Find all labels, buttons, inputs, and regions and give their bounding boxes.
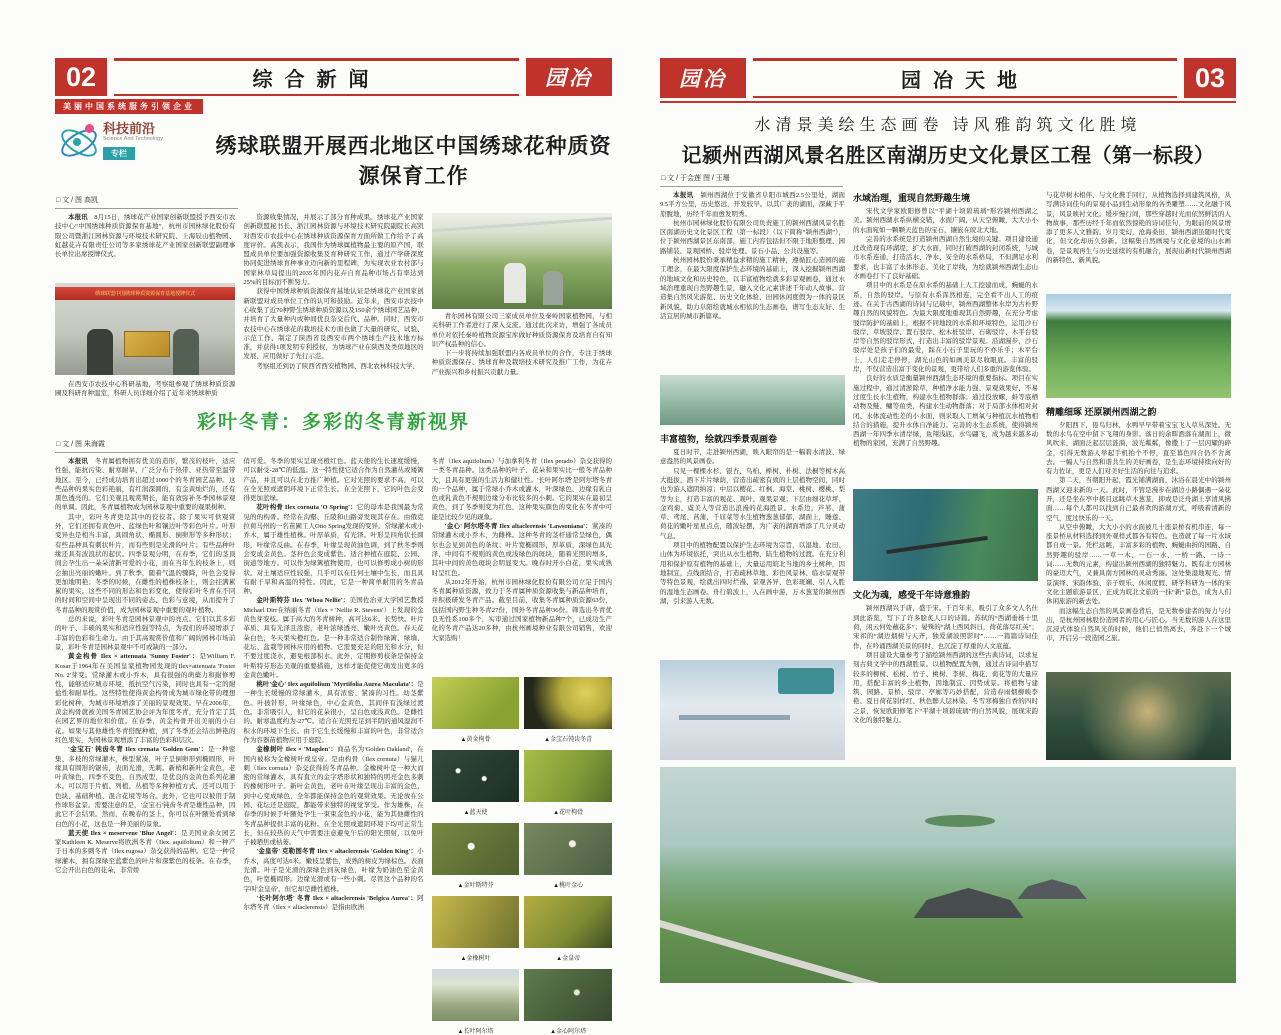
photo-lotus-lake xyxy=(1046,294,1231,398)
feature-byline: □ 文 / 于会莲 图 / 王珊 xyxy=(660,168,843,187)
paragraph: 良好的水质是衡量颍州西湖生态环境的重要指标。项目在实施过程中，通过清淤除草，种植净水能力强、景观效果好、不易过度生长水生植物，构建水生植物群落；通过投放螺、蚌等底栖动物及鲢、鳙等鱼类，构建水生动物群落；对于局部水体相对封闭、水体流动性差的小水面，则采取人工增氧与种植沉水植物相结合的措施，提升水体自净能力。完善的水生态系统，使得颍州西湖一年四季水清岸绿，鱼翔浅底，水鸟翩飞，成为越来越多动植物的家园，充满了自然野趣。 xyxy=(853,375,1038,448)
body-column xyxy=(243,457,423,1035)
paragraph: 考察组还到访了陕西省西安植物园、西北农林科技大学、 xyxy=(256,362,419,370)
paragraph: 夕阳西下，倦鸟归林，水鸭早早带着宝宝飞入草丛深处。无数的水鸟在空中留下飞翔的身影。落日的余晖洒落在湖面上，微风吹来，湖面泛起层层涟漪，波光粼粼，像撒上了一层闪耀的碎金，引得无数游人举起手机拍个不停，直至暮色四合仍不舍离去。一幅人与自然和谐共生的美好画卷，是生态环境持续向好的有力佐证，更是人们对美好生活的向往与追求。 xyxy=(1046,421,1231,476)
body-column xyxy=(55,457,235,1035)
article2-title: 彩叶冬青：多彩的冬青新视界 xyxy=(196,412,470,433)
section-title: 园冶天地 xyxy=(753,58,1177,98)
photo-awarding-ceremony xyxy=(55,283,235,375)
page-number-badge: 02 xyxy=(55,58,107,96)
text-block xyxy=(243,213,423,398)
slogan-banner: 美丽中国系统服务引领企业 xyxy=(55,99,203,114)
paragraph: 下一步将持续加强联盟内各成员单位的合作，专注于绣球种质资源保存、绣球育种及栽培技术研究及推广工作，为花卉产业振兴和乡村振兴贡献力量。 xyxy=(431,350,612,376)
paragraph: 只见一棵棵水杉、银杏、乌桕、榉树、朴树、法桐等树木高大挺拔，洒下片片绿荫，营造出疏密有致的上层植物空间，同时也为游人遮阴纳凉；中层以樱花、红枫、海棠、桃树、樱桃、梨等为主，打造丰富的观花、观叶、观果景观；下层由细花草坪、金鸡菊、虞美人等营造出浪漫的花海胜景。水系边，芦苇、蒲草、鸢尾、菖蒲、千屈菜等水生植物葱葱郁郁，湖面上，睡莲、荷花的嫩叶星星点点，随波轻摆，为广袤的湖面增添了几分灵动气息。 xyxy=(660,467,845,540)
text-block xyxy=(1046,191,1231,291)
paragraph: 冬青（Ilex aquifolium）与加拿利冬青（Ilex perado）杂交获得的一类冬青品种。这类品种的叶子、花朵和果实比一般冬青品种大，且具有更强的生活力和健壮性。'长叶阿尔塔'是阿尔塔冬青的一个品种，属于常绿小乔木或灌木，叶深绿色，边缘有乳白色或乳黄色不规则边缘分布比较多的小刺。它的果实在最初呈黄色，到了冬季则变为红色，这种果实颜色的变化在冬青中可能是比较少见的现象。 xyxy=(431,458,612,521)
photo-snow-marina xyxy=(660,660,845,760)
masthead-logo: 园冶 xyxy=(526,58,612,96)
paragraph: 黄金构骨 Ilex × attenuata 'Sunny Foster'：是William F. Kosar于1964年在美国皇家植物园发现的Ilex×attenuata 'Foster No. 2'芽变。常绿灌木或小乔木，具有很强的萌蘖力和耐修剪性，能够适应城市环境，抵抗空气污染，同时也具有一定的耐盐性和耐旱性。这些特性使得黄金构骨成为城市绿化带的理想彩化树种，为城市环境增添了美丽的景观效果。早在2006年，黄金构骨就被美国冬青园艺协会评为年度冬青，充分肯定了其在园艺界的地位和价值。在春季，黄金构骨开出美丽的小白花。如果与其他雄性冬青搭配种植，到了冬季还会结出鲜艳的红色果实，为园林景观增添了丰富的色彩和层次。 xyxy=(55,653,236,744)
gallery-item xyxy=(524,674,612,743)
paragraph: 项目中的水系是在原水系的基础上人工挖建而成，蜿蜒的水系，自然的驳岸。与原有水系浑然相连，完全看不出人工的痕迹。在关于古西湖的诗词与记载中，颍州西湖整体水岸为古朴野趣自然的风貌特色。为最大限度地重现其自然野趣，在充分考虑驳岸防护的基础上，根据不同地段的水系和环境特色，运用沙石驳岸、草坡驳岸、置石驳岸、松木桩驳岸、石砌驳岸、木平台驳岸等自然的驳岸形式，打造出丰富的驳岸景观。沿湖漫步，沙石驳岸处是孩子们的最爱，踩在小石子里玩的不亦乐乎；木平台上，人们走走停停，湖光山色的如画美景尽收眼底。丰富的驳岸，不仅营造出富于变化的景观，更带给人们多重的游览体验。 xyxy=(853,282,1038,374)
paragraph: 颍州西湖兴于唐，盛于宋。千百年来，吸引了众多文人名仕到此游览，写下了许多脍炙人口的诗篇。苏轼的“西湖垂杨十里荷，闲云何处蘸花多”；晏殊的“湖上西风斜日，荷花落尽红英”；宋祁的“湖边烟树与天齐，独爱湖波照影时”……一篇篇诗词佳作，在吟诵西湖美景的同时，也沉淀了厚重的人文底蕴。 xyxy=(853,605,1038,650)
gallery-item xyxy=(432,966,520,1035)
gallery-photo xyxy=(524,677,612,729)
photo-caption: 在西安市农技中心科研基地，考察组参观了绣球种质资源圃及科研育种温室，科研人员详细介绍了近年来绣球种质 xyxy=(55,381,236,397)
column-logo xyxy=(55,118,215,190)
gallery-caption: ▲蓝天使 xyxy=(463,810,488,816)
article1-columns xyxy=(55,213,612,398)
paragraph: 蓝天使 Ilex × meservene 'Blue Angel'：是美国业余女园艺家Kathleen K. Meserve将欧洲冬青（Ilex. aquifolium）和一种产于日本的多刺冬青（Ilex rugosa）杂交获得的品种。它是一种常绿灌木，拥有深绿至蓝紫色的叶片和深紫色的枝条。在春季，它会开出白色的花朵，非常娇 xyxy=(55,829,236,875)
paragraph: 项目建设大量参考了描绘颍州西湖的这些古典诗词，以求复刻古典文学中的西湖胜景。以植物配置为例，通过古诗词中描写较多的柳树、松树、竹子、桃树、李树、梅花、荷花等的大量应用，搭配丰富的乡土植物，因地制宜、因势成景。将植物与建筑、园路、景桥、驳岸、亭廊等巧妙搭配，营造春雨烟柳映李艳、夏日荷花别样红、秋色醉人层林染、冬雪寒梅独自香的四时之景，恢复欧阳修笔下“平湖十顷碧琉璃”的自然风貌，展现宋韵文化的独特魅力。 xyxy=(853,651,1038,724)
body-column xyxy=(1046,191,1231,763)
gallery-caption: ▲黄金枸骨 xyxy=(460,737,491,743)
photo-pavilion-dusk xyxy=(1046,672,1231,760)
body-column xyxy=(660,191,845,763)
column-badge: 专栏 xyxy=(103,147,135,160)
masthead-logo: 园冶 xyxy=(660,58,746,98)
paragraph: 本报讯 冬青属植物拥有优美的造形，繁茂的枝叶，适应性强、能抗污染、耐寒耐旱，广泛分布于热带、亚热带至温带地区。至今，已经成功培育出超过1000个的冬青园艺品种。这些品种的果实色彩艳丽，有红润深圆的，有金黄灿烂的，还有黑色透亮的。它们美观且观赏期长，能有效弥补冬季园林景观的单调。因此，冬青属植物成为园林景观中重要的观果树种。 xyxy=(55,458,236,512)
body-column xyxy=(55,213,235,398)
paragraph: 杭州园林股份秉承精益求精的施工精神，遵循匠心造园的施工理念，在最大限度保护生态环境的基础上，深入挖掘颍州西湖的地域文化和历史特色，以丰富植物绘就多彩景观画卷，通过水域治理重现自然野趣生景，融入文化元素讲述千年动人故事。营造集自然风光游览、历史文化体验、田园休闲度假为一体的景区新风貌，助力阜阳绘就城水相依的生态画卷，谱写生态友好、生活宜居的城市新篇章。 xyxy=(660,257,845,320)
paragraph: 宋代文学家欧阳修曾以“平湖十顷碧琉璃”形容颍州西湖之美。颍州西湖水系纵横交错，水面广阔，从天空俯瞰，大大小小的水面宛如一颗颗天蓝色的宝石，镶嵌在皖北大地。 xyxy=(853,208,1038,234)
gallery-caption: ▲金心阿尔塔 xyxy=(550,1029,587,1035)
photo-park-aerial-wide xyxy=(660,767,1236,983)
text-block xyxy=(853,207,1038,486)
paragraph: 桃叶'金心' Ilex aquifolium 'Myrtifolia Aurea Maculata'：是一种生长缓慢的常绿灌木，具有浓密、紧凑的习性。幼茎紫色。叶披针形，叶缘绿色，中心金黄色，其间伴有浅绿过渡色。非常吸引人，但它的花朵很小，呈白色或浅黄色。是雌性的。耐寒温度约为-27℃。适合在光照充足到半阴的通风湿润不积水的环境下生长。由于它生长缓慢和丰富的叶色，非常适合作为容器苗植物应用于庭院。 xyxy=(243,681,424,744)
gallery-photo xyxy=(524,750,612,802)
paragraph: 与花草树木相伴、与文化携手同行，从植物选择到建筑风格，从写满诗词佳句的景观小品到生动形象的各类雕塑……文化融于风景，风景映衬文化。缓步慢行间，那些穿越时光而依然鲜活的人物故事，那些历经千年而依然惊艳的诗词佳句，为眼前的风景增添了更多人文雅韵。岁月变幻，沧海桑田，颍州西湖虽随时代变化，但文化却历久弥新。这幅集自然画境与文化意境的山水画卷，是景观再生与历史延续的有机融合，展现出新时代颍州西湖的新特色、新风貌。 xyxy=(1046,192,1231,265)
gallery-item xyxy=(432,747,520,816)
paragraph: '金皇帝' 克勒图冬青 Ilex × altaclerensis 'Golden King'：小乔木，高度可达6米。嫩枝呈紫色，成熟的树皮为绿棕色。表面光滑。叶子是光滑的深绿色到灰绿色，叶缘为奶油色至金黄色，叶宽椭圆形。边缘光滑或有一些小刺。尽管这个品种的名字叫'金皇帝'，但它却是雌性植株。 xyxy=(243,848,424,893)
paragraph: 本报讯 8月15日，绣球花产业国家创新联盟授予西安市农技中心“中国绣球种质资源保育基地”，杭州市园林绿化股份有限公司暨浙江园林资源与环境技术研究院、上海辰山植物园、虹越花卉有限责任公司等多家绣球花产业国家创新联盟副理事长单位出席授牌仪式。 xyxy=(55,214,236,259)
paragraph: 完善的水系统是打造颍州西湖自然生境的关键。项目建设通过改造现有环湖堤，扩大水面，同时打破西湖的封闭系统，与城市水系连通，打造活水、净水、安全的水系格局，不但满足水利要求，也丰富了水体形态、美化了岸线，为绘就颍州西湖生态山水画卷打下了良好基础。 xyxy=(853,235,1038,281)
paragraph: 花叶构骨 Ilex cornuta 'O Spring'：它的母本是我国最为常见的的构骨。经常在沟壑、丘陵和山路旁发现其存在。由俄克拉荷马州的一名苗圃工人Otto Spring发现的变异。常绿灌木或小乔木，属于雄性植株。叶厚革质，有光泽。叶形呈四角状长圆形，叶缘常反曲。在春季，叶缘呈现黄油色调，到了秋冬季则会变成金黄色。茎秆色会变成紫色。适合种植在庭院、公园、街道等地方。可以作为绿篱植物使用，也可以修剪成小树的形状。对土壤适应性较强，几乎可以在任何土壤中生长，而且具有耐干旱和高温的特性。因此，它是一种简单耐用的冬青品种。 xyxy=(243,504,424,596)
photo-banner-text: 绣球联盟中国绣球种质资源保育基地授牌仪式 xyxy=(55,287,235,300)
photo-greenhouse-visit xyxy=(432,213,612,309)
paragraph: 俏可爱。冬季的果实呈现亮橙红色。蓝天使的生长速度缓慢，可以耐受-28℃的低温。这一特性使它适合作为自然灌丛或矮篱产品，并且可以在北方推广种植。它对光照的要求不高，可以在全光照或遮阴环境下正常生长。在全光照下，它的叶色会变得更加蓝绿。 xyxy=(243,458,424,503)
gallery-caption: ▲花叶枸骨 xyxy=(553,810,584,816)
text-block xyxy=(243,457,423,1035)
gallery-item xyxy=(432,893,520,962)
column-logo-title: 科技前沿 xyxy=(103,121,156,136)
text-block xyxy=(660,448,845,657)
text-block xyxy=(55,457,235,1035)
left-page-header xyxy=(55,58,612,96)
gallery-item xyxy=(432,820,520,889)
article1-header xyxy=(55,118,612,190)
text-block xyxy=(1046,421,1231,669)
page-right xyxy=(660,58,1236,986)
gallery-photo xyxy=(524,823,612,875)
article1-title: 绣球联盟开展西北地区中国绣球花种质资源保育工作 xyxy=(215,135,612,188)
gallery-item xyxy=(432,674,520,743)
gallery-item xyxy=(524,893,612,962)
paragraph: 杭州市园林绿化股份有限公司负责施工的颍州西湖风景名胜区南湖历史文化景区工程（第一标段）（以下简称“颍州西湖”），位于颍州西湖景区东南部，施工内容包括但不限于地形整理、园路铺装、景观园桥、驳岸处理、景石小品、公共设施等。 xyxy=(660,219,845,255)
award-plaque xyxy=(124,331,170,357)
photo-lake-aerial xyxy=(660,375,845,425)
page-left xyxy=(55,58,612,1035)
paragraph: 从2012年开始，杭州市园林绿化股份有限公司立足于国内冬青属种质资源，致力于冬青属种质资源收集与新品种培育，并积极研发冬青产品。截至目前，收集冬青属种质资源63份，包括国内野生种冬青27份，国外冬青品种36份。筛选出冬青优良无性系100多个，实审通过国家植物新品种7个，已成功生产化的冬青产品达20多种，由杭州画境种业有限公司销售，欢迎大家选购！ xyxy=(431,578,612,642)
column-logo-subtitle: Science And Technology xyxy=(103,136,163,142)
text-block xyxy=(432,457,612,671)
section-subhead: 文化为魂，感受千年诗意雅韵 xyxy=(853,590,971,601)
section-subhead: 水域治理，重现自然野趣生境 xyxy=(853,193,971,203)
body-column xyxy=(432,213,612,398)
photo-boardwalk-lake xyxy=(853,489,1038,581)
gallery-item xyxy=(524,820,612,889)
paragraph: 从空中俯瞰，大大小小的水面被几十座景桥有机串连，每一座景桥从材料选择到外观样式都各有特色。也造就了每一片水域都自成一景。凭栏远眺，丰富多彩的植物、蜿蜒曲折的园路、自然野趣的驳岸……一草一木、一石一水、一桥一路、一诗一词……无数的元素，构建出颍州西湖的独特魅力。既有北方园林的豪迈大气，又兼具南方园林的灵动秀丽。这处集湿地观光、情景演绎、宋韵体验、亲子娱乐、休闲度假、研学科研为一体的宋文化主题旅游景区，正成为皖北文旅的一抹“新”景色，成为人们休闲旅游的新去处。 xyxy=(1046,523,1231,606)
plant-gallery xyxy=(432,674,612,1035)
gallery-caption: ▲长叶阿尔塔 xyxy=(457,1029,494,1035)
gallery-photo xyxy=(524,969,612,1021)
feature-columns xyxy=(660,191,1236,763)
section-subhead: 精雕细琢 还原颍州西湖之韵 xyxy=(1046,406,1157,417)
text-block xyxy=(55,213,235,280)
paragraph: 获得中国绣球种质资源保育基地认证是绣球花产业国家创新联盟对成员单位工作的认可和鼓励。近年来，西安市农技中心收集了近70种野生绣球种质资源以及150余个绣球园艺品种，并培育了大量种内或种间优良杂交后代、品种。同时，西安市农技中心在绣球花的栽培技术方面也做了大量的研究、试验、示范工作，制定了陕西省及西安市两个绣球生产技术地方标准，并获得1项发明专利授权，为绣球产业在陕西及类似地区的发展、应用做好了先行示范。 xyxy=(243,288,424,361)
kicker-title: 水清景美绘生态画卷 诗风雅韵筑文化胜境 xyxy=(754,117,1142,134)
paragraph: 青尔园林有限公司三家成员单位及秦岭国家植物园，与相关科研工作者进行了深入交流。通过此次来访，增强了各成员单位对依托秦岭植物资源宝库做好种质资源保育及培育自有知识产权品种的信心。 xyxy=(431,313,612,348)
gallery-caption: ▲金橡树叶 xyxy=(460,956,491,962)
article2-byline: □ 文 / 图 朱海霞 xyxy=(55,434,238,453)
body-column xyxy=(853,191,1038,763)
body-column xyxy=(432,457,612,1035)
paragraph: 金橡树叶 Ilex × 'Magden'：商品名为'Golden Oakland'，在国内被称为金橡树叶或皇帝。是由构骨（Ilex cornuta）与猫儿刺（Ilex cornuta）杂交获得的冬青品种。金橡树叶是一种大而密的常绿灌木，具有直立的金字塔形状和独特的明亮金色多刺的橡树形叶子。新叶金黄色，老叶在叶缘呈现出丰富的金色，到中心变成绿色，全年都能保持金色的观赏效果。无论放在公园、花坛还是庭院，都能带来独特的视觉享受。作为雄株，在春季的时候于叶腋处孕生一束束金色的小花，能为其他雌性的冬青品种提供丰富的花粉。在全光照或遮阴环境下均可正常生长，但在较热的天气中需要注意避免午后的阳光照射，以免叶子被晒焦或枯萎。 xyxy=(243,746,424,847)
paragraph: '金心' 阿尔塔冬青 Ilex altaclerensis 'Lawsoniana'：紧凑的常绿灌木或小乔木，为雌株。这种冬青的茎杆通常呈绿色，偶尔也会见到黄色的条纹；叶片宽椭圆形，厚革质，深绿色具光泽，中间有不规则的黄色或浅绿色的斑块，随着光照的增多，其叶中间的黄色斑块会明显变大。晚春时开小白花，果实成熟时呈红色。 xyxy=(431,523,612,577)
text-block xyxy=(432,312,612,398)
gallery-caption: ▲金宝石钝齿冬青 xyxy=(544,737,593,743)
atom-icon xyxy=(57,122,97,162)
paragraph: 而这幅生态自然的风景画卷背后，是无数参建者的努力与付出，是杭州园林股份造园者的用心与匠心。当无数的游人在这里沉浸式体验自然风光的时候，他们已悄然离去，奔赴下一个城市，开启另一段造园之旅。 xyxy=(1046,607,1231,643)
paragraph: 金叶斯特芬 Ilex 'Whoa Nellie'：美国佐治亚大学园艺教授Michael Dirr在纳丽冬青（Ilex × 'Nellie R. Stevens'）上发现的金黄色芽变枝。属于高大的冬青树种，高可达6米。长势快。叶片革质、具有光泽且浓密，老叶浓绿透亮，嫩叶亮黄色。春天花朵白色，冬天果实橙红色。是一种非常适合制作绿篱、绿墙、花坛、盆栽等园林应用的植物。它需要充足的阳光和水分，但不要过度浇水，避免根部积水。此外，定期修剪枝条是保持金叶斯特芬形态美观的重要措施，这样才能促使它萌发出更多的金黄色嫩叶。 xyxy=(243,597,424,679)
section-subhead: 丰富植物，绘就四季景观画卷 xyxy=(660,434,778,445)
paragraph: '金宝石' 钝齿冬青 Ilex crenata 'Golden Gem'：是一种密集、多枝的常绿灌木，株型紧凑，叶子呈倒卵形到椭圆形，叶缘具有圆形的锯齿，表面光滑，无刺。新梢和新叶金黄色，老叶黄绿色，四季不变色，自然成型，是优良的金黄色系列花灌木。可以用于片植、列植、丛植等多种种植方式，还可以用于色块、基础种植、混合花境等场合。此外，它也可以被用于制作球形盆景。需要注意的是，'金宝石'钝齿冬青是雄性品种，因此它不会结果。然而，在晚春的茎上，你可以在叶腋处看到绿白色的小花，这也是一种美丽的景象。 xyxy=(55,746,236,828)
section-title: 综合新闻 xyxy=(114,58,519,96)
paragraph: '长叶阿尔塔' 冬青 Ilex × altaclerensis 'Belgica Aurea'：阿尔塔冬青（Ilex × altaclerensis）是指由欧洲 xyxy=(243,894,424,912)
body-column xyxy=(243,213,423,398)
gallery-photo xyxy=(432,969,520,1021)
feature-title: 记颍州西湖风景名胜区南湖历史文化景区工程（第一标段） xyxy=(681,145,1215,167)
paragraph: 第二天，当朝阳升起，霞光铺满湖面，沐浴在晨光中的颍州西湖又迎来新的一天。此时，不管是漫步在湖边小路偶遇一朵花开，还是坐在亭中极目远眺草木葱茏，抑或是泛舟湖上享清风拂面……每个人都可以找到自己最喜欢的游湖方式，呼吸着清新的空气，度过快乐的一天。 xyxy=(1046,477,1231,522)
gallery-item xyxy=(524,966,612,1035)
gallery-photo xyxy=(432,896,520,948)
text-block xyxy=(853,604,1038,763)
text-block xyxy=(660,191,845,372)
gallery-photo xyxy=(432,750,520,802)
paragraph: 项目中的植物配置以保护生态环境为宗旨，以湿地、农田、山体为环境依托，突出从水生植物、陆生植物的过渡。在充分利用和保护原有植物的基础上，大量运用皖北当地的乡土树种，因地制宜，点线面结合，打造疏林草地、彩色风景林、临水景观带等特色景观，绘就出四时烂漫、景观各异、色彩斑斓、引人入胜的湿地生态画卷。舟行碧波上，人在画中游，万木葱茏的颍州西湖，引来游人无数。 xyxy=(660,542,845,605)
paragraph: 本报讯 颍州西湖位于安徽省阜阳市城西2.5公里处，湖面9.5平方公里，历史悠远，开发较早。以其广袤的湖面，深藏于平原腹地，历经千年而愈发明秀。 xyxy=(660,192,845,218)
gallery-caption: ▲金皇帝 xyxy=(556,956,581,962)
page-number-badge: 03 xyxy=(1184,58,1236,98)
right-page-header xyxy=(660,58,1236,103)
gallery-photo xyxy=(524,896,612,948)
gallery-photo xyxy=(432,823,520,875)
gallery-caption: ▲金叶斯特芬 xyxy=(457,883,494,889)
gallery-item xyxy=(524,747,612,816)
gallery-caption: ▲桃叶金心 xyxy=(553,883,584,889)
paragraph: 其中，彩叶冬青更是其中的佼佼者。除了果实可供观赏外，它们还拥有黄色叶、蓝绿色叶和镶边叶等彩色叶片。叶形变异也是相当丰富，具圆角状、椭圆形、倒卵形等多种形状；有些品种具有刺状叶片，而有些则是光滑的叶片；有些品种叶缘还具有波浪状的起伏。四季景观分明，在春季，它们的茎顶间会孕生出一朵朵清新可爱的小花，而在当年生的枝条上，则会抽出亮丽的嫩叶。到了秋季，随着气温的骤降，叶色会变得更加地明艳；冬季的时候，在雌性的植株枝条上，则会挂满累累的果实。这些不同的形态和色彩变化，使得彩叶冬青在不同的时间和空间中呈现出不同的姿态、色彩与意境，从而提升了冬青品种的观赏价值，成为园林景观中重要的观叶植物。 xyxy=(55,513,236,614)
paragraph: 夏日时节，走进颍州西湖，映入眼帘的是一幅碧水清波、绿意盎然的风景画卷。 xyxy=(660,449,845,466)
paragraph: 总的来说，彩叶冬青是园林景观中的亮点。它们以其多彩的叶子、丰硕的果实和适应性强等特点，为我们的环境增添了丰富的色彩和生命力。由于其高观赏价值和广阔的园林市场前景，彩叶冬青是园林景观中不可或缺的一部分。 xyxy=(55,616,236,651)
article2-columns xyxy=(55,457,612,1035)
gallery-photo xyxy=(432,677,520,729)
article1-byline: □ 文 / 图 高凯 xyxy=(55,190,238,209)
paragraph: 资源收集情况，并展示了部分育种成果。绣球花产业国家创新联盟秘书长、浙江园林资源与环境技术研究院副院长高凯对西安市农技中心在绣球种质资源保育方面所做工作给予了高度评价。高凯表示，我国作为绣球属植物最主要的原产国，联盟成员单位要加强资源收集及育种研究工作，通过产学研深度协同促进绣球育种事业迈向新的里程碑，为实现农业农村部与国家林草局提出的2035年国内花卉自育品种市场占有率达到25%的目标而不断努力。 xyxy=(243,214,424,287)
